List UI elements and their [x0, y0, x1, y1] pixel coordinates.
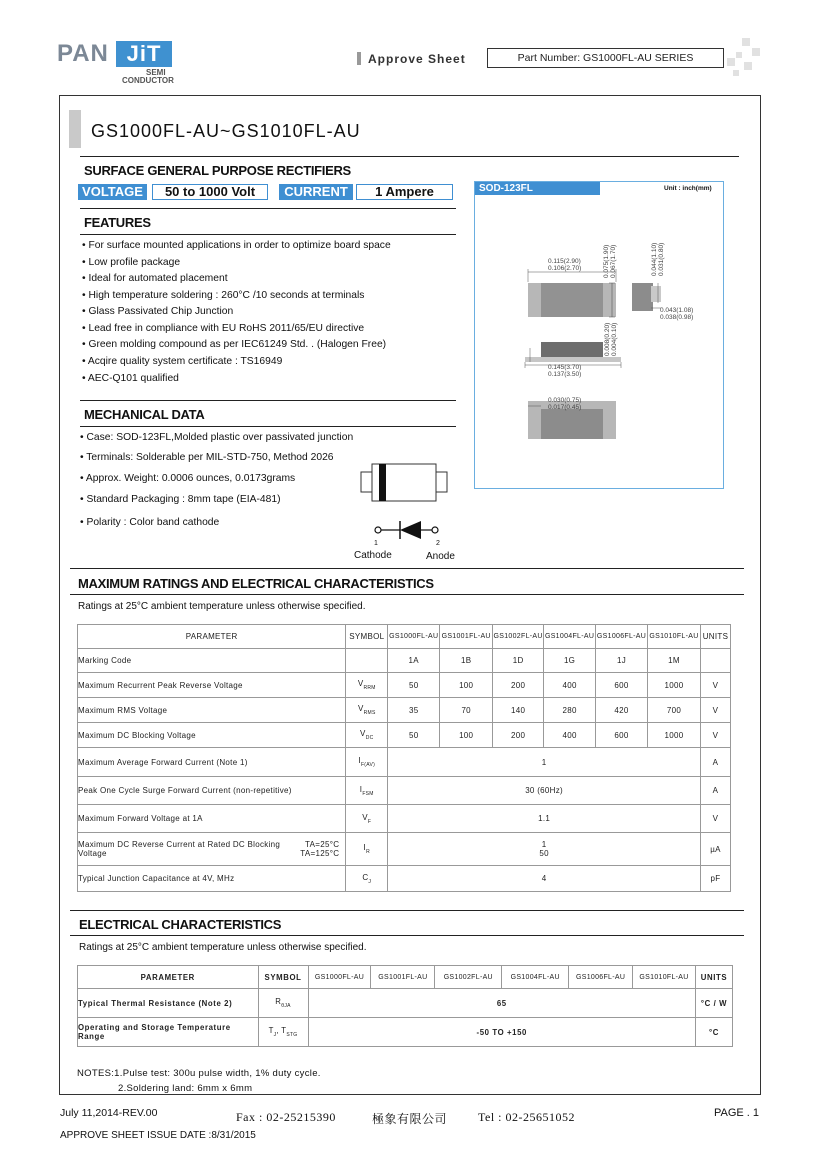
mech-item: • Case: SOD-123FL,Molded plastic over passivated junction [80, 432, 354, 443]
max-ratings-table [77, 624, 731, 892]
mechanical-heading: MECHANICAL DATA [84, 407, 205, 422]
table-header: GS1006FL-AU [569, 966, 633, 989]
table-header: SYMBOL [258, 966, 308, 989]
footer-page: PAGE . 1 [714, 1107, 760, 1119]
subtitle: SURFACE GENERAL PURPOSE RECTIFIERS [84, 163, 351, 178]
title-accent [69, 110, 81, 148]
footer-fax: Fax : 02-25215390 [236, 1110, 336, 1124]
logo-pan-text: PAN [57, 40, 109, 67]
dim-h1b: 0.067(1.70) [610, 244, 617, 278]
footer-company: 極象有限公司 [372, 1112, 448, 1126]
table-header: GS1001FL-AU [440, 625, 493, 649]
max-ratings-note: Ratings at 25°C ambient temperature unless otherwise specified. [78, 601, 366, 612]
part-number-box: Part Number: GS1000FL-AU SERIES [487, 48, 724, 68]
cathode-label: Cathode [354, 550, 392, 561]
diode-symbol-icon [370, 518, 440, 544]
dim-w3b: 0.137(3.50) [548, 371, 582, 378]
approve-sheet-label: Approve Sheet [368, 52, 466, 66]
table-row: Typical Junction Capacitance at 4V, MHz $C_J$ 4 pF [78, 866, 731, 892]
feature-item: • Glass Passivated Chip Junction [82, 306, 234, 317]
table-header: GS1002FL-AU [435, 966, 502, 989]
table-header: GS1002FL-AU [493, 625, 544, 649]
feature-item: • High temperature soldering : 260°C /10 seconds at terminals [82, 290, 365, 301]
feature-item: • Lead free in compliance with EU RoHS 2011/65/EU directive [82, 323, 365, 334]
approve-bar-icon [357, 52, 361, 65]
electrical-table [77, 965, 733, 1047]
table-row: Maximum DC Reverse Current at Rated DC Blocking TA=25°C Voltage TA=125°C $I_R$ 1 50 µA [78, 833, 731, 866]
dim-h1a: 0.075(1.90) [603, 244, 610, 278]
mech-item: • Polarity : Color band cathode [80, 517, 220, 528]
dim-w1b: 0.106(2.70) [548, 265, 582, 272]
features-heading: FEATURES [84, 215, 151, 230]
feature-item: • Acqire quality system certificate : TS16949 [82, 356, 283, 367]
package-name: SOD-123FL [475, 182, 600, 195]
dim-w4b: 0.017(0.45) [548, 404, 582, 411]
voltage-value: 50 to 1000 Volt [152, 184, 268, 200]
note-1: NOTES:1.Pulse test: 300u pulse width, 1% duty cycle. [77, 1068, 321, 1079]
table-row: Marking Code 1A 1B 1D 1G 1J 1M [78, 649, 731, 673]
table-header: GS1001FL-AU [371, 966, 435, 989]
logo-jit-text: JiT [116, 41, 172, 67]
dim-h2b: 0.031(0.80) [658, 242, 665, 276]
pin1-label: 1 [374, 540, 378, 547]
table-header: PARAMETER [78, 625, 346, 649]
dim-w4a: 0.030(0.75) [548, 397, 582, 404]
dim-w3a: 0.145(3.70) [548, 364, 582, 371]
table-header: SYMBOL [346, 625, 388, 649]
table-header: GS1010FL-AU [648, 625, 701, 649]
anode-label: Anode [426, 551, 455, 562]
feature-item: • For surface mounted applications in order to optimize board space [82, 240, 391, 251]
current-label: CURRENT [279, 184, 353, 200]
table-header: GS1006FL-AU [596, 625, 648, 649]
table-header: PARAMETER [78, 966, 259, 989]
table-header: GS1004FL-AU [502, 966, 569, 989]
package-outline-icon [355, 460, 465, 510]
note-2: 2.Soldering land: 6mm x 6mm [118, 1083, 253, 1094]
table-row: Peak One Cycle Surge Forward Current (non-repetitive) $I_{FSM}$ 30 (60Hz) A [78, 777, 731, 805]
table-row: Maximum Forward Voltage at 1A $V_F$ 1.1 V [78, 805, 731, 833]
feature-item: • AEC-Q101 qualified [82, 373, 179, 384]
table-header: UNITS [700, 625, 730, 649]
logo-conductor-text: CONDUCTOR [122, 76, 174, 85]
table-row: Maximum DC Blocking Voltage $V_{DC}$ 50 100 200 400 600 1000 V [78, 723, 731, 748]
mech-item: • Terminals: Solderable per MIL-STD-750, Method 2026 [80, 452, 334, 463]
voltage-label: VOLTAGE [78, 184, 147, 200]
package-dimension-drawing [475, 196, 723, 488]
page-title: GS1000FL-AU~GS1010FL-AU [91, 121, 361, 141]
table-row: Typical Thermal Resistance (Note 2) $R_{\theta JA}$ 65 °C / W [78, 989, 733, 1018]
table-header: GS1010FL-AU [633, 966, 696, 989]
mech-item: • Approx. Weight: 0.0006 ounces, 0.0173grams [80, 473, 296, 484]
logo-semi-text: SEMI [146, 68, 166, 77]
feature-item: • Green molding compound as per IEC61249 Std. . (Halogen Free) [82, 339, 387, 350]
max-ratings-heading: MAXIMUM RATINGS AND ELECTRICAL CHARACTERISTICS [78, 576, 434, 591]
table-row: Operating and Storage Temperature Range $T_J$, $T_{STG}$ -50 TO +150 °C [78, 1018, 733, 1047]
footer-tel: Tel : 02-25651052 [478, 1110, 575, 1124]
dim-h3a: 0.008(0.20) [604, 322, 611, 356]
package-unit: Unit : inch(mm) [664, 185, 712, 192]
footer-issue-date: APPROVE SHEET ISSUE DATE :8/31/2015 [60, 1130, 256, 1141]
dim-w2a: 0.043(1.08) [660, 307, 694, 314]
mech-item: • Standard Packaging : 8mm tape (EIA-481) [80, 494, 281, 505]
electrical-heading: ELECTRICAL CHARACTERISTICS [79, 917, 282, 932]
footer-date: July 11,2014-REV.00 [60, 1107, 158, 1119]
dim-h3b: 0.004(0.10) [611, 322, 618, 356]
feature-item: • Low profile package [82, 257, 181, 268]
table-header: GS1000FL-AU [308, 966, 371, 989]
dim-h2a: 0.044(1.10) [651, 242, 658, 276]
dim-w2b: 0.038(0.98) [660, 314, 694, 321]
current-value: 1 Ampere [356, 184, 453, 200]
table-row: Maximum RMS Voltage $V_{RMS}$ 35 70 140 280 420 700 V [78, 698, 731, 723]
electrical-note: Ratings at 25°C ambient temperature unless otherwise specified. [79, 942, 367, 953]
feature-item: • Ideal for automated placement [82, 273, 228, 284]
table-row: Maximum Average Forward Current (Note 1) $I_{F(AV)}$ 1 A [78, 748, 731, 777]
table-header: UNITS [695, 966, 732, 989]
table-header: GS1004FL-AU [544, 625, 596, 649]
table-row: Maximum Recurrent Peak Reverse Voltage $V_{RRM}$ 50 100 200 400 600 1000 V [78, 673, 731, 698]
table-header: GS1000FL-AU [388, 625, 440, 649]
dim-w1a: 0.115(2.90) [548, 258, 581, 265]
pin2-label: 2 [436, 540, 440, 547]
